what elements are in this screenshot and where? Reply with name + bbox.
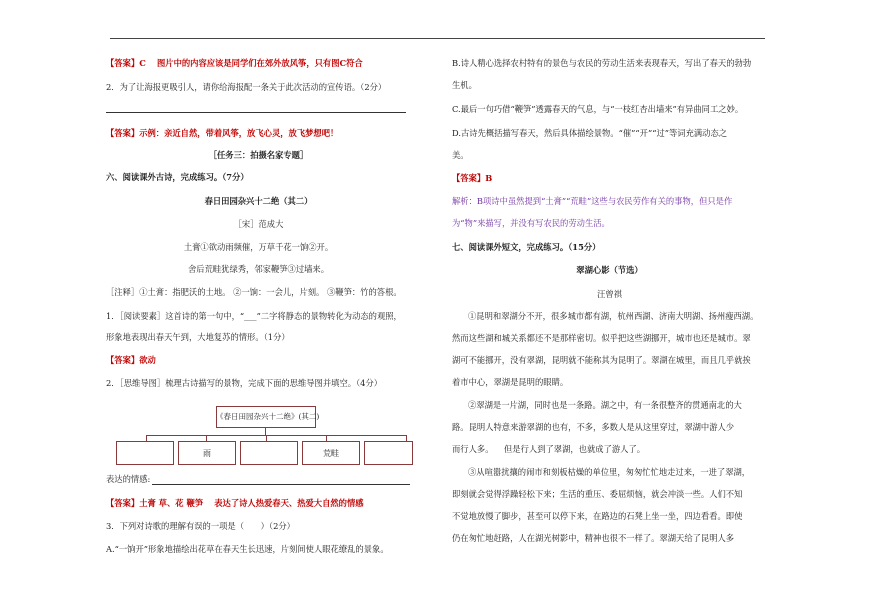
paragraph-3-line-3: 不觉地放慢了脚步，甚至可以停下来，在路边的石凳上坐一坐，四边看看。即使	[452, 511, 743, 521]
mindmap-box-2-label: 雨	[203, 449, 211, 458]
answer-q1: 【答案】C 图片中的内容应该是同学们在郊外放风筝，只有图C符合	[106, 58, 363, 68]
emotion-label: 表达的情感:	[106, 474, 151, 484]
analysis-line-1: 解析：B项诗中虽然提到“土膏”“荒畦”这些与农民劳作有关的事物，但只是作	[452, 196, 733, 206]
option-d-line-1: D.古诗先概括描写春天，然后具体描绘景物。“催”“开”“过”等词充满动态之	[452, 128, 728, 138]
emotion-blank-line	[152, 484, 410, 485]
mindmap-box-5[interactable]	[364, 441, 413, 465]
paragraph-2-line-3: 而行人多。	[452, 444, 494, 454]
question-1-line-2: 形象地表现出春天午到，大地复苏的情形。（1分）	[106, 332, 290, 342]
paragraph-3-line-1: ③从喧嚣扰攘的闹市和刻板枯燥的单位里，匆匆忙忙地走过来，一进了翠湖，	[468, 467, 751, 477]
mindmap-root-label: 《春日田园杂兴十二绝》(其二)	[216, 412, 320, 421]
poem-line-1: 土膏①欲动雨频催，万草千花一饷②开。	[183, 242, 334, 252]
question-1-line-1: 1．［阅读要素］这首诗的第一句中，“___”二字将静态的景物转化为动态的观照，	[106, 311, 402, 321]
paragraph-1-line-4: 着市中心，翠湖是昆明的眼睛。	[452, 377, 569, 387]
answer-question-3: 【答案】B	[452, 173, 493, 183]
poem-notes: ［注释］①土膏：指肥沃的土地。 ②一饷：一会儿，片刻。 ③鞭笋：竹的答根。	[106, 287, 402, 297]
option-d-line-2: 美。	[452, 150, 469, 160]
answer-question-2: 【答案】土膏 草、花 鞭笋 表达了诗人热爱春天、热爱大自然的情感	[106, 498, 364, 508]
option-c: C.最后一句巧借“鞭笋”透露春天的气息，与“一枝红杏出墙来”有异曲同工之妙。	[452, 104, 744, 114]
mindmap-box-1[interactable]	[116, 441, 174, 465]
paragraph-2-line-4: 但是行人到了翠湖，也就成了游人了。	[504, 444, 646, 454]
poem-author: ［宋］范成大	[233, 219, 284, 229]
mindmap-box-3[interactable]	[240, 441, 298, 465]
task-heading: ［任务三：拍摄名家专题］	[208, 150, 309, 160]
page-top-rule	[110, 38, 765, 39]
option-b-line-2: 生机。	[452, 80, 477, 90]
option-a: A.“一饷开”形象地描绘出花草在春天生长迅速，片刻间使人眼花缭乱的景象。	[106, 544, 389, 554]
paragraph-3-line-4: 仍在匆忙地赶路，人在湖光树影中，精神也很不一样了。翠湖天给了昆明人多	[452, 533, 735, 543]
essay-author: 汪曾祺	[597, 289, 622, 299]
answer-blank-line	[106, 112, 406, 113]
paragraph-1-line-2: 然而这些湖和城关系都还不是那样密切。似乎把这些湖挪开，城市也还是城市。翠	[452, 333, 751, 343]
section-six-heading: 六、阅读课外古诗，完成练习。（7分）	[106, 172, 249, 182]
question-slogan: 2．为了让海报更吸引人，请你给海报配一条关于此次活动的宣传语。（2分）	[106, 82, 387, 92]
section-seven-heading: 七、阅读课外短文，完成练习。（15分）	[452, 242, 601, 252]
mindmap-connector-stem	[265, 427, 266, 435]
paragraph-2-line-2: 路。昆明人特意来游翠湖的也有，不多，多数人是从这里穿过，翠湖中游人少	[452, 422, 735, 432]
paragraph-2-line-1: ②翠湖是一片湖，同时也是一条路。湖之中，有一条很整齐的贯通南北的大	[468, 400, 742, 410]
paragraph-1-line-3: 湖可不能挪开，没有翠湖，昆明就不能称其为昆明了。翠湖在城里，而且几乎就挨	[452, 355, 751, 365]
paragraph-1-line-1: ①昆明和翠湖分不开，很多城市都有湖，杭州西湖、济南大明湖、扬州瘦西湖。	[468, 311, 759, 321]
answer-slogan: 【答案】示例：亲近自然，带着风筝，放飞心灵，放飞梦想吧！	[106, 128, 339, 138]
mindmap-box-4-label: 荒畦	[323, 449, 339, 458]
option-b-line-1: B.诗人精心选择农村特有的景色与农民的劳动生活来表现春天，写出了春天的勃勃	[452, 58, 752, 68]
mindmap-connector-bar	[146, 435, 406, 436]
poem-line-2: 舍后荒畦犹绿秀，邻家鞭笋③过墙来。	[187, 264, 330, 274]
answer-question-1: 【答案】欲动	[106, 355, 156, 365]
question-2-mindmap: 2．［思维导图］梳理古诗描写的景物，完成下面的思维导图并填空。（4分）	[106, 378, 383, 388]
paragraph-3-line-2: 即刻就会觉得浮躁轻松下来；生活的重压、委屈烦恼，就会冲淡一些。人们不知	[452, 489, 743, 499]
question-3: 3．下列对诗歌的理解有误的一项是（ ）（2分）	[106, 521, 295, 531]
poem-title: 春日田园杂兴十二绝（其二）	[204, 196, 313, 206]
essay-title: 翠湖心影（节选）	[576, 265, 643, 275]
analysis-line-2: 为“物”来描写，并没有写农民的劳动生活。	[452, 218, 610, 228]
